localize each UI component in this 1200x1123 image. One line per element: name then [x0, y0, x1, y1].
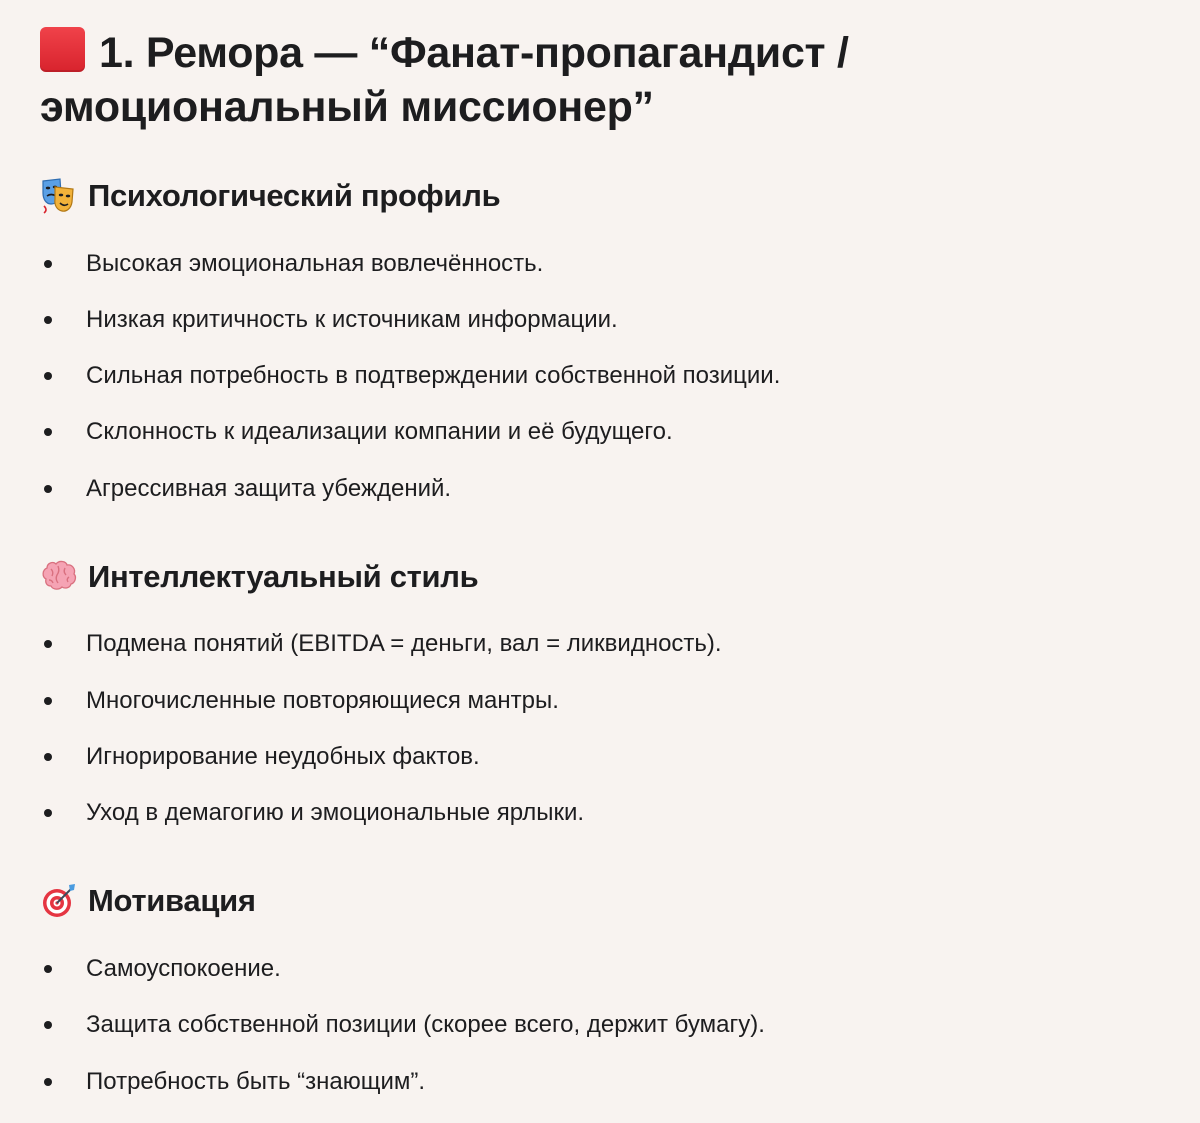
list-item-text: Многочисленные повторяющиеся мантры. — [86, 687, 559, 714]
section-heading-text: Интеллектуальный стиль — [88, 559, 479, 594]
list-item — [40, 796, 1140, 830]
bullet-icon — [44, 965, 52, 973]
list-item — [40, 1065, 1140, 1099]
list-item — [40, 627, 1140, 661]
bullet-icon — [44, 753, 52, 761]
brain-icon — [40, 557, 78, 595]
bullet-icon — [44, 485, 52, 493]
list-item — [40, 952, 1140, 986]
list-item-text: Сильная потребность в подтверждении собственной позиции. — [86, 362, 781, 389]
bullet-icon — [44, 809, 52, 817]
list-item-text: Уход в демагогию и эмоциональные ярлыки. — [86, 799, 585, 826]
direct-hit-target-icon — [40, 881, 78, 919]
section-heading-text: Психологический профиль — [88, 178, 501, 213]
list-item — [40, 359, 1140, 393]
list-item-text: Самоуспокоение. — [86, 955, 281, 982]
performing-arts-masks-icon — [40, 176, 78, 214]
list-item — [40, 472, 1140, 506]
list-item-text: Низкая критичность к источникам информации. — [86, 306, 618, 333]
section-heading — [40, 176, 1170, 216]
list-item-text: Защита собственной позиции (скорее всего, держит бумагу). — [86, 1011, 765, 1038]
red-square-icon — [40, 27, 85, 72]
section-heading — [40, 557, 1170, 597]
bullet-icon — [44, 1021, 52, 1029]
bullet-icon — [44, 316, 52, 324]
page-title-text: 1. Ремора — “Фанат-пропагандист / эмоциональный миссионер” — [40, 29, 849, 131]
list-item-text: Высокая эмоциональная вовлечённость. — [86, 250, 544, 277]
list-item-text: Игнорирование неудобных фактов. — [86, 743, 480, 770]
section-heading-text: Мотивация — [88, 883, 256, 918]
list-item-text: Подмена понятий (EBITDA = деньги, вал = ликвидность). — [86, 630, 722, 657]
bullet-icon — [44, 697, 52, 705]
list-item — [40, 303, 1140, 337]
page-title — [40, 26, 1160, 134]
bullet-icon — [44, 640, 52, 648]
bullet-icon — [44, 260, 52, 268]
section-psychological-profile — [40, 176, 1170, 502]
list-item — [40, 684, 1140, 718]
bullet-icon — [44, 1078, 52, 1086]
list-item-text: Склонность к идеализации компании и её будущего. — [86, 418, 673, 445]
list-item — [40, 247, 1140, 281]
list-item — [40, 740, 1140, 774]
bullet-icon — [44, 428, 52, 436]
section-motivation — [40, 881, 1170, 1095]
section-intellectual-style — [40, 557, 1170, 826]
section-heading — [40, 881, 1170, 921]
list-item — [40, 1008, 1140, 1042]
list-item — [40, 415, 1140, 449]
bullet-icon — [44, 372, 52, 380]
list-item-text: Потребность быть “знающим”. — [86, 1068, 426, 1095]
list-item-text: Агрессивная защита убеждений. — [86, 475, 452, 502]
